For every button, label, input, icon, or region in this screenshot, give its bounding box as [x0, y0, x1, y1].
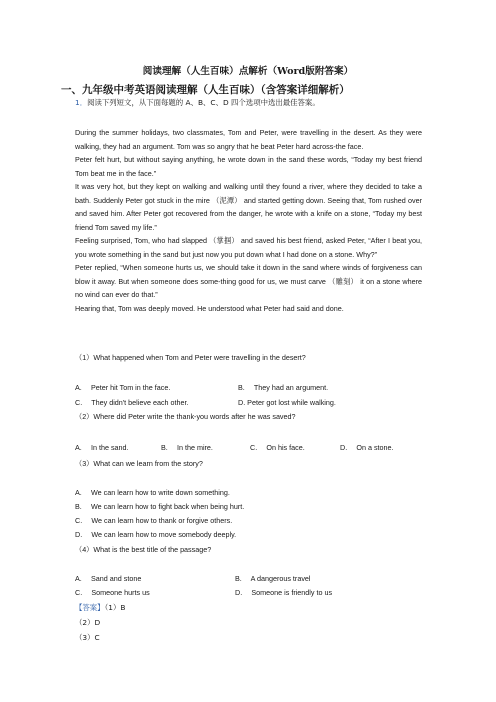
answer-value: （1）B: [104, 603, 126, 612]
question-3-stem: （3）What can we learn from the story?: [75, 459, 203, 468]
passage-paragraph: Peter replied, “When someone hurts us, we should take it down in the sand where winds of forgiveness can blow it away. But when someone does some-thing good for us, we must carve （雕刻） it on a stone where no wind can ever do that.”: [75, 263, 422, 299]
passage-paragraph: Feeling surprised, Tom, who had slapped （掌掴） and saved his best friend, asked Peter, “After I beat you, you wrote something in the sand but just now you put down what I had done on a stone. Why?”: [75, 236, 422, 259]
document-title: 阅读理解（人生百味）点解析（Word版附答案）: [142, 66, 354, 77]
option-a: A. Peter hit Tom in the face.: [75, 383, 171, 392]
answer-line-1: [75, 602, 125, 613]
option-a: A. In the sand.: [75, 443, 129, 452]
option-a: A. Sand and stone: [75, 574, 142, 583]
passage-paragraph: During the summer holidays, two classmates, Tom and Peter, were travelling in the desert. As they were walking, they had an argument. Tom was so angry that he beat Peter hard across-the face.: [75, 128, 422, 151]
question-number: 1．: [75, 98, 88, 107]
section-heading: 一、九年级中考英语阅读理解（人生百味）（含答案详细解析）: [61, 84, 350, 96]
option-b: B. In the mire.: [161, 443, 213, 452]
option-c: C. They didn't believe each other.: [75, 398, 189, 407]
option-b: B. A dangerous travel: [235, 574, 311, 583]
question-3-option-a: A. We can learn how to write down something.: [75, 488, 230, 497]
answer-tag: 【答案】: [75, 603, 105, 612]
question-3-option-d: D. We can learn how to move somebody deeply.: [75, 530, 237, 539]
question-4-stem: （4）What is the best title of the passage?: [75, 545, 212, 554]
option-d: D. Peter got lost while walking.: [238, 398, 336, 407]
option-b: B. They had an argument.: [238, 383, 329, 392]
option-d: D. Someone is friendly to us: [235, 588, 333, 597]
question-1-stem: （1）What happened when Tom and Peter were travelling in the desert?: [75, 353, 306, 362]
option-d: D. On a stone.: [340, 443, 394, 452]
option-c: C. On his face.: [250, 443, 305, 452]
question-intro: [75, 97, 320, 108]
question-3-option-b: B. We can learn how to fight back when being hurt.: [75, 502, 245, 511]
reading-passage: [75, 126, 422, 315]
passage-paragraph: Peter felt hurt, but without saying anything, he wrote down in the sand these words, “Today my best friend Tom beat me in the face.”: [75, 155, 422, 178]
passage-paragraph: It was very hot, but they kept on walking and walking until they found a river, where they decided to take a bath. Suddenly Peter got stuck in the mire （泥潭） and started getting down. Seeing that, Tom rushed over and saved him. After Peter got recovered from the danger, he wrote with a knife on a stone, “Today my best friend Tom saved my life.”: [75, 182, 422, 232]
passage-paragraph: Hearing that, Tom was deeply moved. He understood what Peter had said and done.: [75, 303, 344, 313]
answer-line-3: （3）C: [75, 633, 100, 642]
question-2-stem: （2）Where did Peter write the thank-you words after he was saved?: [75, 412, 296, 421]
question-3-option-c: C. We can learn how to thank or forgive others.: [75, 516, 233, 525]
option-c: C. Someone hurts us: [75, 588, 150, 597]
intro-text: 阅读下列短文，从下面每题的 A、B、C、D 四个选项中选出最佳答案。: [87, 98, 320, 107]
answer-line-2: （2）D: [75, 618, 101, 627]
